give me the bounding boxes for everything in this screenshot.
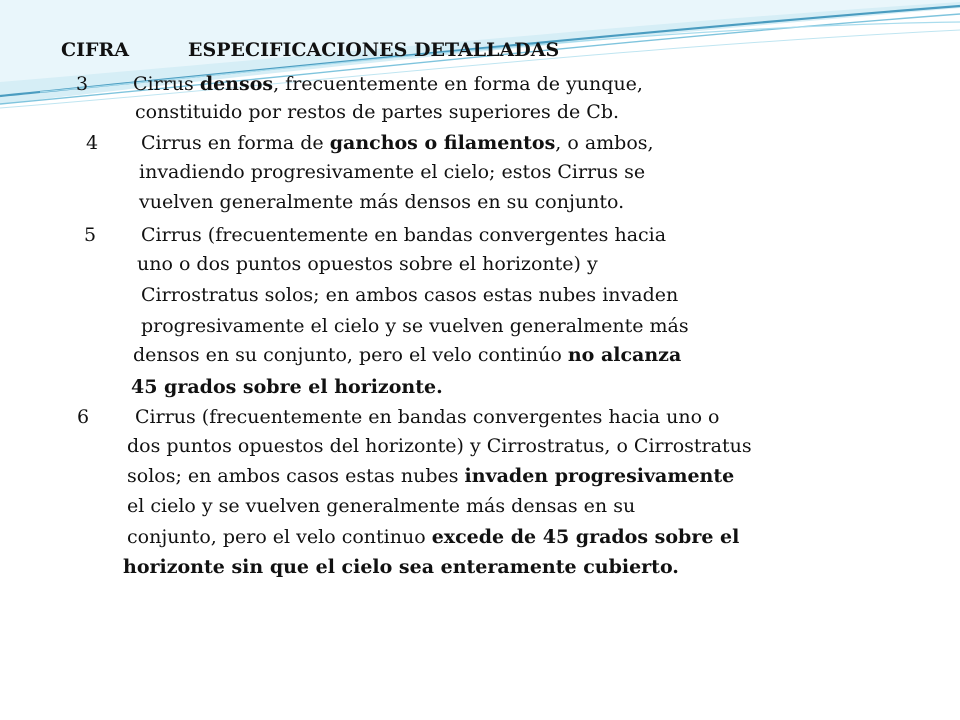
entry-line: Cirrus (frecuentemente en bandas convergentes hacia uno o	[135, 406, 720, 428]
entry-line: 45 grados sobre el horizonte.	[131, 376, 443, 398]
entry-line: Cirrus (frecuentemente en bandas convergentes hacia	[141, 224, 667, 246]
entry-line: solos; en ambos casos estas nubes invaden progresivamente	[127, 465, 735, 487]
entry-line: Cirrostratus solos; en ambos casos estas nubes invaden	[141, 284, 679, 306]
entry-line: progresivamente el cielo y se vuelven generalmente más	[141, 315, 689, 337]
header-col-cifra: CIFRA	[61, 39, 130, 61]
entry-line: Cirrus en forma de ganchos o filamentos, o ambos,	[141, 132, 654, 154]
entry-line: uno o dos puntos opuestos sobre el horizonte) y	[137, 253, 598, 275]
entry-line: el cielo y se vuelven generalmente más densas en su	[127, 495, 636, 517]
entry-line: invadiendo progresivamente el cielo; estos Cirrus se	[139, 161, 646, 183]
entry-line: densos en su conjunto, pero el velo continúo no alcanza	[133, 344, 682, 366]
header-col-especificaciones: ESPECIFICACIONES DETALLADAS	[188, 39, 560, 61]
entry-line: constituido por restos de partes superiores de Cb.	[135, 101, 620, 123]
entry-line: horizonte sin que el cielo sea enteramente cubierto.	[123, 556, 679, 578]
entry-number: 5	[84, 224, 97, 246]
entry-number: 6	[77, 406, 90, 428]
entry-number: 4	[86, 132, 99, 154]
entry-line: dos puntos opuestos del horizonte) y Cirrostratus, o Cirrostratus	[127, 435, 752, 457]
entry-line: vuelven generalmente más densos en su conjunto.	[139, 191, 625, 213]
entry-number: 3	[76, 73, 89, 95]
entry-line: conjunto, pero el velo continuo excede de 45 grados sobre el	[127, 526, 740, 548]
entry-line: Cirrus densos, frecuentemente en forma de yunque,	[133, 73, 643, 95]
